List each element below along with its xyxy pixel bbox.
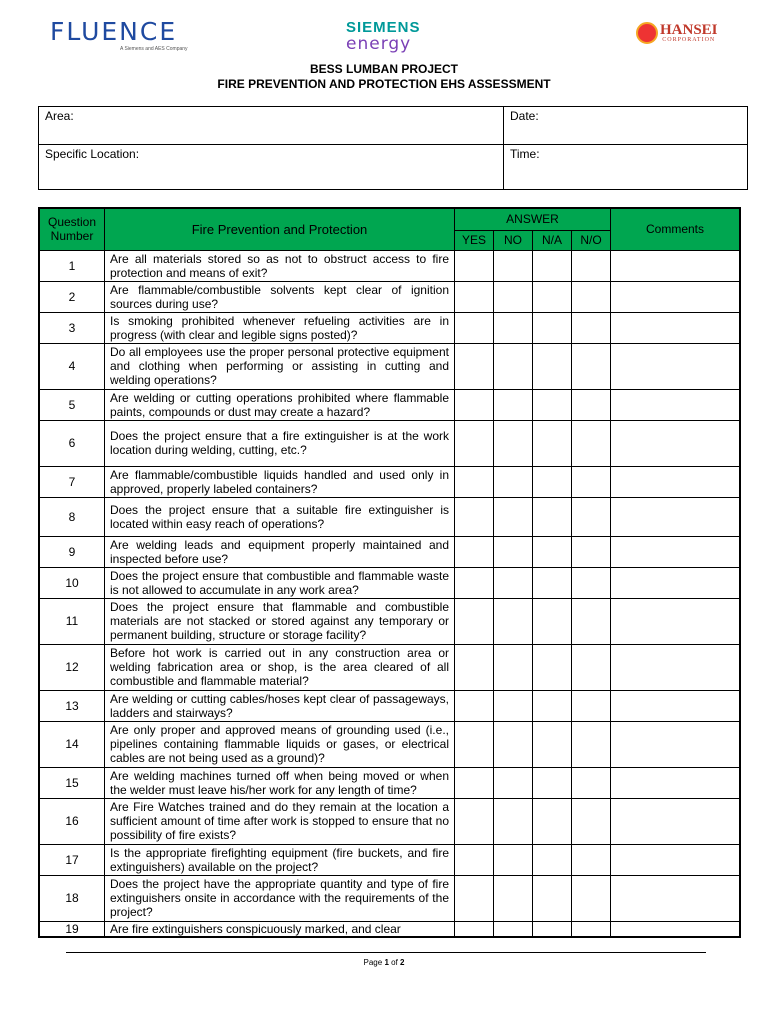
table-row — [39, 466, 740, 497]
answer-cell-comments[interactable] — [611, 389, 741, 420]
header-yes: YES — [455, 230, 494, 250]
question-text: Does the project ensure that combustible and flammable waste is not allowed to accumulate in any work area? — [105, 567, 455, 598]
answer-cell-no[interactable] — [494, 466, 533, 497]
answer-cell-no[interactable] — [494, 798, 533, 844]
answer-cell-no2[interactable] — [572, 767, 611, 798]
table-row — [39, 343, 740, 389]
assessment-table — [38, 207, 741, 938]
question-number: 14 — [39, 721, 105, 767]
question-text: Are all materials stored so as not to obstruct access to fire protection and means of exit? — [105, 250, 455, 281]
answer-cell-na[interactable] — [533, 875, 572, 921]
info-table — [38, 106, 748, 190]
answer-cell-no2[interactable] — [572, 721, 611, 767]
answer-cell-yes[interactable] — [455, 875, 494, 921]
answer-cell-na[interactable] — [533, 721, 572, 767]
answer-cell-na[interactable] — [533, 466, 572, 497]
answer-cell-yes[interactable] — [455, 567, 494, 598]
answer-cell-no2[interactable] — [572, 420, 611, 466]
table-row — [39, 767, 740, 798]
question-number: 13 — [39, 690, 105, 721]
table-row — [39, 567, 740, 598]
answer-cell-comments[interactable] — [611, 497, 741, 536]
answer-cell-yes[interactable] — [455, 389, 494, 420]
answer-cell-comments[interactable] — [611, 721, 741, 767]
question-number: 5 — [39, 389, 105, 420]
answer-cell-no2[interactable] — [572, 921, 611, 937]
footer-page-total: 2 — [400, 958, 405, 967]
question-number: 6 — [39, 420, 105, 466]
answer-cell-comments[interactable] — [611, 536, 741, 567]
answer-cell-no[interactable] — [494, 389, 533, 420]
question-text: Are welding or cutting cables/hoses kept clear of passageways, ladders and stairways? — [105, 690, 455, 721]
answer-cell-no[interactable] — [494, 497, 533, 536]
question-number: 15 — [39, 767, 105, 798]
table-row — [39, 389, 740, 420]
question-number: 1 — [39, 250, 105, 281]
table-row — [39, 536, 740, 567]
siemens-wordmark: SIEMENS — [346, 19, 421, 36]
siemens-energy-logo — [346, 20, 421, 53]
answer-cell-na[interactable] — [533, 281, 572, 312]
question-text: Are only proper and approved means of grounding used (i.e., pipelines containing flammable liquids or gases, or electrical cables are not being used as a ground)? — [105, 721, 455, 767]
answer-cell-yes[interactable] — [455, 644, 494, 690]
answer-cell-no[interactable] — [494, 343, 533, 389]
area-field[interactable]: Area: — [39, 107, 504, 145]
question-text: Is the appropriate firefighting equipment (fire buckets, and fire extinguishers) available on the project? — [105, 844, 455, 875]
location-field[interactable]: Specific Location: — [39, 145, 504, 190]
answer-cell-no[interactable] — [494, 567, 533, 598]
answer-cell-no2[interactable] — [572, 281, 611, 312]
question-number: 16 — [39, 798, 105, 844]
question-number: 12 — [39, 644, 105, 690]
question-number: 11 — [39, 598, 105, 644]
answer-cell-no[interactable] — [494, 644, 533, 690]
question-text: Are flammable/combustible solvents kept clear of ignition sources during use? — [105, 281, 455, 312]
answer-cell-yes[interactable] — [455, 690, 494, 721]
answer-cell-na[interactable] — [533, 690, 572, 721]
question-number: 10 — [39, 567, 105, 598]
hansei-emblem-icon — [636, 22, 658, 44]
answer-cell-yes[interactable] — [455, 844, 494, 875]
answer-cell-no[interactable] — [494, 420, 533, 466]
question-number: 9 — [39, 536, 105, 567]
question-number: 4 — [39, 343, 105, 389]
header-answer: ANSWER — [455, 208, 611, 230]
answer-cell-no2[interactable] — [572, 598, 611, 644]
answer-cell-no2[interactable] — [572, 567, 611, 598]
question-text: Are flammable/combustible liquids handled and used only in approved, properly labeled containers? — [105, 466, 455, 497]
answer-cell-comments[interactable] — [611, 921, 741, 937]
answer-cell-yes[interactable] — [455, 466, 494, 497]
table-row — [39, 598, 740, 644]
answer-cell-na[interactable] — [533, 921, 572, 937]
header-question-number: Question Number — [39, 208, 105, 250]
answer-cell-comments[interactable] — [611, 567, 741, 598]
answer-cell-comments[interactable] — [611, 690, 741, 721]
header-na: N/A — [533, 230, 572, 250]
date-field[interactable]: Date: — [504, 107, 748, 145]
answer-cell-na[interactable] — [533, 567, 572, 598]
question-number: 8 — [39, 497, 105, 536]
answer-cell-comments[interactable] — [611, 598, 741, 644]
question-number: 7 — [39, 466, 105, 497]
answer-cell-no2[interactable] — [572, 844, 611, 875]
answer-cell-comments[interactable] — [611, 466, 741, 497]
answer-cell-no[interactable] — [494, 875, 533, 921]
answer-cell-comments[interactable] — [611, 250, 741, 281]
project-title: BESS LUMBAN PROJECT — [309, 62, 458, 76]
question-text: Do all employees use the proper personal protective equipment and clothing when performing or assisting in cutting and welding operations? — [105, 343, 455, 389]
answer-cell-no2[interactable] — [572, 798, 611, 844]
answer-cell-na[interactable] — [533, 343, 572, 389]
answer-cell-no2[interactable] — [572, 644, 611, 690]
hansei-corporation: CORPORATION — [662, 37, 716, 43]
question-text: Does the project ensure that flammable and combustible materials are not stacked or stored against any temporary or permanent building, structure or storage facility? — [105, 598, 455, 644]
assessment-title: FIRE PREVENTION AND PROTECTION EHS ASSESSMENT — [217, 77, 551, 91]
footer-of-label: of — [391, 958, 398, 967]
question-text: Are welding leads and equipment properly maintained and inspected before use? — [105, 536, 455, 567]
answer-cell-yes[interactable] — [455, 598, 494, 644]
header-no2: N/O — [572, 230, 611, 250]
answer-cell-no[interactable] — [494, 921, 533, 937]
answer-cell-no2[interactable] — [572, 343, 611, 389]
answer-cell-yes[interactable] — [455, 721, 494, 767]
table-row — [39, 721, 740, 767]
question-text: Does the project ensure that a suitable fire extinguisher is located within easy reach of operations? — [105, 497, 455, 536]
answer-cell-no[interactable] — [494, 536, 533, 567]
footer-divider — [66, 952, 706, 953]
answer-cell-na[interactable] — [533, 844, 572, 875]
fluence-tagline: A Siemens and AES Company — [120, 46, 188, 52]
answer-cell-no2[interactable] — [572, 536, 611, 567]
table-row — [39, 690, 740, 721]
footer-page-number: 1 — [384, 958, 389, 967]
answer-cell-yes[interactable] — [455, 281, 494, 312]
answer-cell-yes[interactable] — [455, 420, 494, 466]
answer-cell-na[interactable] — [533, 312, 572, 343]
answer-cell-na[interactable] — [533, 250, 572, 281]
table-row — [39, 497, 740, 536]
fluence-logo — [50, 18, 188, 52]
answer-cell-comments[interactable] — [611, 343, 741, 389]
question-text: Before hot work is carried out in any construction area or welding fabrication area or shop, is the area cleared of all combustible and flammable material? — [105, 644, 455, 690]
question-text: Are fire extinguishers conspicuously marked, and clear — [105, 921, 455, 937]
answer-cell-na[interactable] — [533, 767, 572, 798]
question-number: 19 — [39, 921, 105, 937]
answer-cell-na[interactable] — [533, 536, 572, 567]
answer-cell-na[interactable] — [533, 420, 572, 466]
answer-cell-no2[interactable] — [572, 466, 611, 497]
answer-cell-no[interactable] — [494, 721, 533, 767]
question-number: 2 — [39, 281, 105, 312]
answer-cell-yes[interactable] — [455, 497, 494, 536]
answer-cell-yes[interactable] — [455, 312, 494, 343]
table-row — [39, 420, 740, 466]
time-field[interactable]: Time: — [504, 145, 748, 190]
answer-cell-comments[interactable] — [611, 281, 741, 312]
answer-cell-yes[interactable] — [455, 921, 494, 937]
page-footer — [0, 958, 768, 967]
answer-cell-yes[interactable] — [455, 798, 494, 844]
answer-cell-no[interactable] — [494, 250, 533, 281]
answer-cell-comments[interactable] — [611, 844, 741, 875]
hansei-wordmark: HANSEI — [660, 22, 718, 38]
question-text: Are welding machines turned off when being moved or when the welder must leave his/her work for any length of time? — [105, 767, 455, 798]
answer-cell-no2[interactable] — [572, 690, 611, 721]
answer-cell-no[interactable] — [494, 767, 533, 798]
table-row — [39, 921, 740, 937]
header-no: NO — [494, 230, 533, 250]
table-row — [39, 798, 740, 844]
answer-cell-comments[interactable] — [611, 767, 741, 798]
answer-cell-no[interactable] — [494, 598, 533, 644]
answer-cell-comments[interactable] — [611, 644, 741, 690]
answer-cell-comments[interactable] — [611, 875, 741, 921]
answer-cell-na[interactable] — [533, 389, 572, 420]
hansei-logo — [636, 22, 718, 44]
table-row — [39, 644, 740, 690]
question-text: Is smoking prohibited whenever refueling activities are in progress (with clear and legible signs posted)? — [105, 312, 455, 343]
answer-cell-no2[interactable] — [572, 497, 611, 536]
answer-cell-yes[interactable] — [455, 343, 494, 389]
answer-cell-no[interactable] — [494, 844, 533, 875]
question-text: Does the project ensure that a fire extinguisher is at the work location during welding, cutting, etc.? — [105, 420, 455, 466]
answer-cell-comments[interactable] — [611, 420, 741, 466]
question-number: 18 — [39, 875, 105, 921]
question-text: Are Fire Watches trained and do they remain at the location a sufficient amount of time after work is stopped to ensure that no possibility of fire exists? — [105, 798, 455, 844]
question-number: 17 — [39, 844, 105, 875]
answer-cell-no[interactable] — [494, 690, 533, 721]
answer-cell-no2[interactable] — [572, 312, 611, 343]
answer-cell-no[interactable] — [494, 312, 533, 343]
answer-cell-yes[interactable] — [455, 536, 494, 567]
footer-page-label: Page — [363, 958, 383, 967]
header-topic: Fire Prevention and Protection — [105, 208, 455, 250]
table-row — [39, 312, 740, 343]
question-rows — [39, 250, 740, 937]
answer-cell-na[interactable] — [533, 644, 572, 690]
header-comments: Comments — [611, 208, 741, 250]
table-row — [39, 875, 740, 921]
question-number: 3 — [39, 312, 105, 343]
answer-cell-no2[interactable] — [572, 875, 611, 921]
answer-cell-na[interactable] — [533, 497, 572, 536]
answer-cell-yes[interactable] — [455, 250, 494, 281]
answer-cell-no2[interactable] — [572, 250, 611, 281]
question-text: Does the project have the appropriate quantity and type of fire extinguishers onsite in accordance with the requirements of the project? — [105, 875, 455, 921]
answer-cell-no[interactable] — [494, 281, 533, 312]
question-text: Are welding or cutting operations prohibited where flammable paints, compounds or dust may create a hazard? — [105, 389, 455, 420]
table-row — [39, 250, 740, 281]
answer-cell-no2[interactable] — [572, 389, 611, 420]
answer-cell-na[interactable] — [533, 798, 572, 844]
table-row — [39, 281, 740, 312]
energy-wordmark: energy — [346, 34, 412, 54]
answer-cell-comments[interactable] — [611, 312, 741, 343]
answer-cell-na[interactable] — [533, 598, 572, 644]
table-row — [39, 844, 740, 875]
fluence-wordmark: FLUENCE — [50, 17, 178, 46]
answer-cell-comments[interactable] — [611, 798, 741, 844]
answer-cell-yes[interactable] — [455, 767, 494, 798]
